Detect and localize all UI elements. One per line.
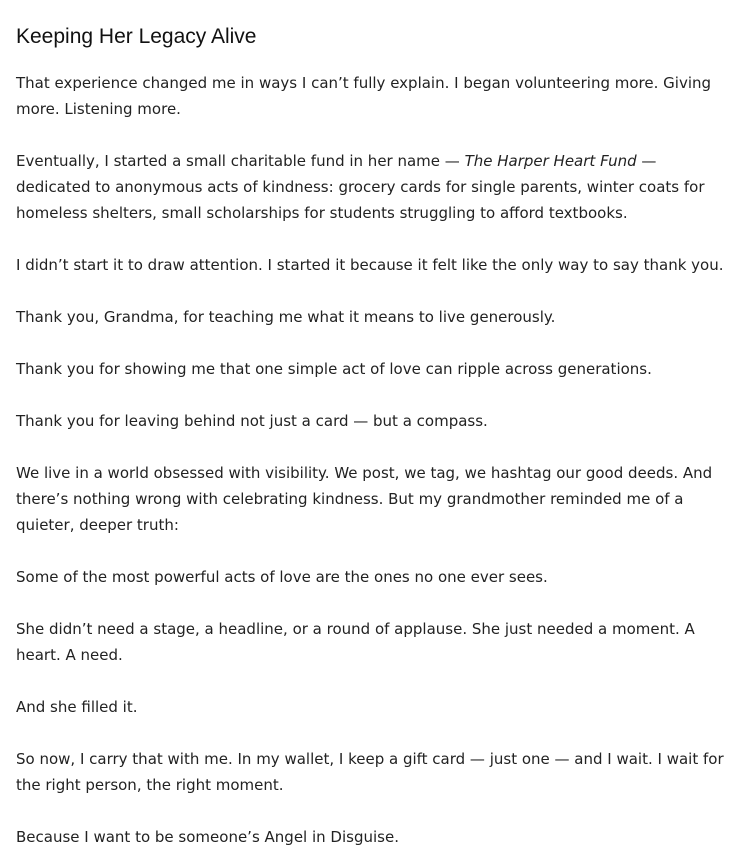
paragraph-fund-after: — dedicated to anonymous acts of kindness: grocery cards for single parents, winter coats for homeless shelters, small scholarships for students struggling to afford textbooks.: [16, 152, 705, 222]
paragraph: And she filled it.: [16, 698, 138, 716]
paragraph: Because I want to be someone’s Angel in Disguise.: [16, 828, 399, 846]
paragraph: Thank you, Grandma, for teaching me what it means to live generously.: [16, 308, 556, 326]
paragraph: Thank you for showing me that one simple act of love can ripple across generations.: [16, 360, 652, 378]
paragraph: She didn’t need a stage, a headline, or a round of applause. She just needed a moment. A heart. A need.: [16, 620, 695, 664]
paragraph: So now, I carry that with me. In my wallet, I keep a gift card — just one — and I wait. I wait for the right person, the right moment.: [16, 750, 724, 794]
section-heading: Keeping Her Legacy Alive: [16, 25, 257, 48]
paragraph: We live in a world obsessed with visibility. We post, we tag, we hashtag our good deeds. And there’s nothing wrong with celebrating kindness. But my grandmother reminded me of a quieter, deeper truth:: [16, 464, 713, 534]
paragraph: Some of the most powerful acts of love are the ones no one ever sees.: [16, 568, 548, 586]
article-body: [16, 0, 730, 850]
paragraph: That experience changed me in ways I can’t fully explain. I began volunteering more. Giving more. Listening more.: [16, 74, 712, 118]
paragraph-fund-before: Eventually, I started a small charitable fund in her name —: [16, 152, 465, 170]
paragraph-fund: [16, 148, 730, 226]
paragraph: Thank you for leaving behind not just a card — but a compass.: [16, 412, 488, 430]
paragraph: I didn’t start it to draw attention. I started it because it felt like the only way to say thank you.: [16, 256, 724, 274]
fund-name: The Harper Heart Fund: [464, 152, 637, 170]
